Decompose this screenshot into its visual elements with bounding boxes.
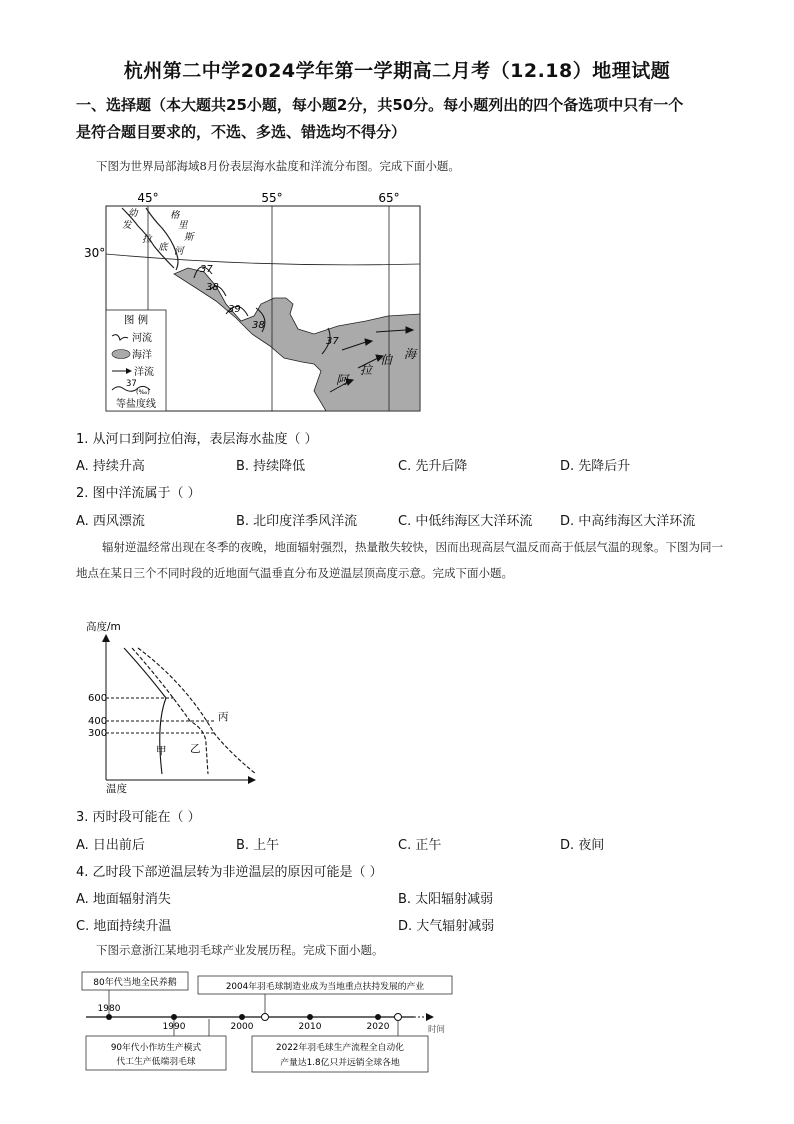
dot-1980 bbox=[106, 1014, 112, 1020]
intro-inversion: 辐射逆温经常出现在冬季的夜晚，地面辐射强烈，热量散失较快，因而出现高层气温反而高于低层气温的现象。下图为同一地点在某日三个不同时段的近地面气温垂直分布及逆温层顶高度示意。完成下面小题。 bbox=[76, 540, 723, 580]
map-legend bbox=[106, 310, 166, 411]
sea-label-char: 伯 bbox=[380, 353, 393, 367]
dot-2020 bbox=[375, 1014, 381, 1020]
dot-2004 bbox=[262, 1014, 269, 1021]
chart-ylabel: 高度/m bbox=[86, 621, 121, 633]
question-3-option-c[interactable]: C. 正午 bbox=[398, 838, 442, 853]
section-header-line2: 是符合题目要求的，不选、多选、错选均不得分） bbox=[76, 123, 407, 141]
lat-label-30: 30° bbox=[84, 246, 106, 260]
lon-label-45: 45° bbox=[137, 191, 159, 205]
question-4-option-d[interactable]: D. 大气辐射减弱 bbox=[398, 919, 495, 934]
sea-label-char: 阿 bbox=[336, 373, 349, 387]
sea-label-char: 海 bbox=[404, 347, 417, 361]
curve-label-bing: 丙 bbox=[218, 711, 229, 723]
page-title: 杭州第二中学2024学年第一学期高二月考（12.18）地理试题 bbox=[123, 60, 671, 82]
question-3-option-b[interactable]: B. 上午 bbox=[236, 838, 280, 853]
event-2022-line2: 产量达1.8亿只并远销全球各地 bbox=[280, 1058, 400, 1068]
dot-2000 bbox=[239, 1014, 245, 1020]
question-4-stem: 4. 乙时段下部逆温层转为非逆温层的原因可能是（ ） bbox=[76, 865, 383, 880]
river-label-char: 拉 bbox=[142, 234, 152, 245]
question-4-option-c[interactable]: C. 地面持续升温 bbox=[76, 919, 172, 934]
river-label-char: 河 bbox=[174, 246, 184, 257]
legend-item-sea: 海洋 bbox=[132, 350, 152, 361]
question-2-option-d[interactable]: D. 中高纬海区大洋环流 bbox=[560, 514, 696, 529]
intro-map: 下图为世界局部海域8月份表层海水盐度和洋流分布图。完成下面小题。 bbox=[96, 159, 460, 173]
event-2004: 2004年羽毛球制造业成为当地重点扶持发展的产业 bbox=[225, 982, 425, 992]
legend-item-isohaline: 等盐度线 bbox=[116, 399, 156, 410]
curve-label-yi: 乙 bbox=[190, 743, 201, 755]
question-1-stem: 1. 从河口到阿拉伯海，表层海水盐度（ ） bbox=[76, 432, 318, 447]
temperature-profile-chart bbox=[76, 614, 276, 794]
river-label-char: 发 bbox=[122, 220, 132, 231]
question-4-option-b[interactable]: B. 太阳辐射减弱 bbox=[398, 892, 494, 907]
question-1-option-d[interactable]: D. 先降后升 bbox=[560, 459, 631, 474]
intro-timeline: 下图示意浙江某地羽毛球产业发展历程。完成下面小题。 bbox=[96, 943, 384, 957]
lon-label-65: 65° bbox=[378, 191, 400, 205]
ytick-400: 400 bbox=[88, 716, 108, 727]
year-2000: 2000 bbox=[230, 1022, 254, 1032]
question-1-option-c[interactable]: C. 先升后降 bbox=[398, 459, 468, 474]
isohaline-label: 38 bbox=[252, 320, 265, 331]
curve-label-jia: 甲 bbox=[156, 745, 167, 757]
question-3-option-a[interactable]: A. 日出前后 bbox=[76, 838, 145, 853]
year-2010: 2010 bbox=[298, 1022, 322, 1032]
isohaline-label: 37 bbox=[200, 264, 213, 275]
year-1980: 1980 bbox=[97, 1004, 121, 1014]
ytick-300: 300 bbox=[88, 728, 108, 739]
dot-2010 bbox=[307, 1014, 313, 1020]
event-1990s-line2: 代工生产低端羽毛球 bbox=[116, 1057, 196, 1067]
river-label-char: 斯 bbox=[184, 232, 194, 243]
section-header-line1: 一、选择题（本大题共25小题，每小题2分，共50分。每小题列出的四个备选项中只有一个 bbox=[76, 96, 684, 114]
badminton-timeline bbox=[76, 966, 456, 1078]
salinity-map bbox=[76, 186, 426, 416]
question-1-option-b[interactable]: B. 持续降低 bbox=[236, 459, 306, 474]
curve-yi bbox=[132, 648, 208, 774]
question-2-option-a[interactable]: A. 西风漂流 bbox=[76, 514, 145, 529]
legend-isohaline-unit: (‰) bbox=[136, 388, 150, 396]
isohaline-label: 38 bbox=[206, 282, 219, 293]
event-2022-line1: 2022年羽毛球生产流程全自动化 bbox=[276, 1043, 404, 1053]
legend-isohaline-sample: 37 bbox=[126, 379, 137, 389]
river-label-char: 幼 bbox=[128, 208, 138, 219]
timeline-arrowhead bbox=[426, 1013, 434, 1021]
year-1990: 1990 bbox=[162, 1022, 186, 1032]
section-header bbox=[76, 92, 726, 146]
question-1-option-a[interactable]: A. 持续升高 bbox=[76, 459, 145, 474]
ytick-600: 600 bbox=[88, 693, 108, 704]
timeline-axis-label: 时间 bbox=[428, 1025, 446, 1035]
river-label-char: 里 bbox=[178, 220, 188, 231]
question-2-stem: 2. 图中洋流属于（ ） bbox=[76, 486, 201, 501]
legend-sea-icon bbox=[112, 350, 130, 359]
legend-item-current: 洋流 bbox=[134, 367, 154, 378]
question-3-option-d[interactable]: D. 夜间 bbox=[560, 838, 605, 853]
river-label-char: 底 bbox=[158, 242, 168, 253]
river-label-char: 格 bbox=[170, 210, 180, 221]
question-2-option-c[interactable]: C. 中低纬海区大洋环流 bbox=[398, 514, 533, 529]
isohaline-label: 39 bbox=[228, 304, 241, 315]
year-2020: 2020 bbox=[366, 1022, 390, 1032]
sea-label-char: 拉 bbox=[360, 363, 373, 377]
isohaline-label: 37 bbox=[326, 336, 339, 347]
question-2-option-b[interactable]: B. 北印度洋季风洋流 bbox=[236, 514, 358, 529]
dot-1990 bbox=[171, 1014, 177, 1020]
legend-title: 图 例 bbox=[123, 314, 149, 326]
chart-xlabel: 温度 bbox=[106, 783, 127, 794]
question-3-stem: 3. 丙时段可能在（ ） bbox=[76, 810, 201, 825]
legend-item-river: 河流 bbox=[132, 333, 152, 344]
lon-label-55: 55° bbox=[261, 191, 283, 205]
map-lon-labels bbox=[137, 191, 399, 205]
event-1980s: 80年代当地全民养鹅 bbox=[93, 978, 177, 988]
question-4-option-a[interactable]: A. 地面辐射消失 bbox=[76, 892, 171, 907]
event-1990s-line1: 90年代小作坊生产模式 bbox=[110, 1043, 202, 1053]
dot-2022 bbox=[395, 1014, 402, 1021]
